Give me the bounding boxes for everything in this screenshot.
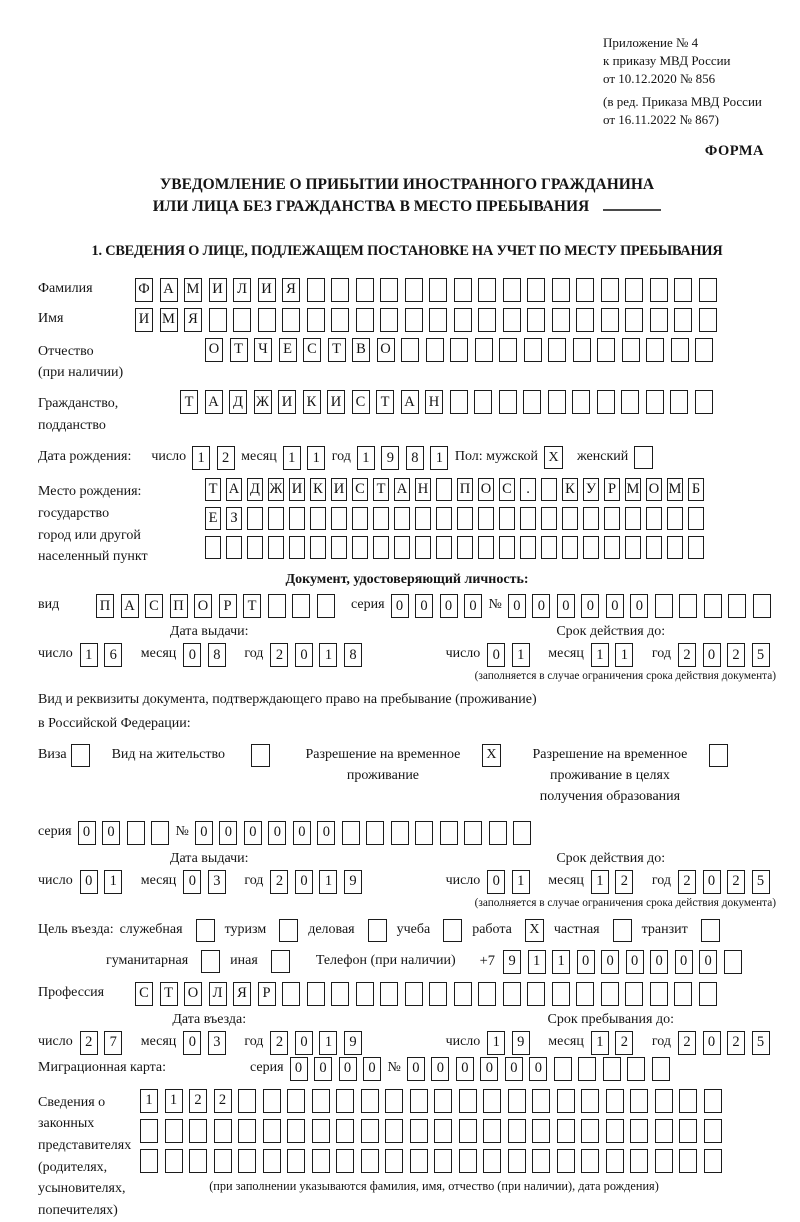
- guardians-note: (при заполнении указываются фамилия, имя, отчество (при наличии), дата рождения): [209, 1178, 659, 1193]
- day-label: число: [445, 646, 481, 662]
- number-label: №: [488, 597, 502, 613]
- issue-date-heading: Дата выдачи:: [169, 624, 249, 640]
- stay-day-cells[interactable]: 1 9: [487, 1031, 536, 1055]
- purpose-transit-label: транзит: [641, 921, 688, 937]
- purpose-work-label: работа: [472, 921, 512, 937]
- issue-year-cells[interactable]: 2 0 1 8: [270, 643, 368, 667]
- doc-kind-label: вид: [38, 597, 60, 613]
- temp-residence-education-checkbox[interactable]: [709, 744, 728, 767]
- residence-doc-issue-col: [38, 851, 380, 909]
- gender-male-label: Пол: мужской: [454, 449, 539, 465]
- purpose-study-checkbox[interactable]: [443, 919, 462, 942]
- residence-series-cells[interactable]: 0 0: [78, 821, 176, 845]
- appendix-line: Приложение № 4: [603, 35, 699, 50]
- purpose-tourism-checkbox[interactable]: [279, 919, 298, 942]
- purpose-transit-checkbox[interactable]: [701, 919, 720, 942]
- form-title-line1: УВЕДОМЛЕНИЕ О ПРИБЫТИИ ИНОСТРАННОГО ГРАЖДАНИНА: [159, 175, 655, 193]
- identity-doc-issue-date: [38, 643, 380, 667]
- purpose-other-label: иная: [230, 952, 258, 968]
- day-label: число: [38, 872, 73, 888]
- identity-doc-expiry-col: [446, 624, 776, 682]
- profession-cells[interactable]: С Т О Л Я Р: [135, 982, 723, 1006]
- res-expiry-month-cells[interactable]: 1 2: [591, 870, 640, 894]
- phone-label: Телефон (при наличии): [315, 952, 456, 968]
- birthplace-cells-row2[interactable]: Е З: [205, 507, 709, 530]
- gender-female-checkbox[interactable]: [634, 446, 653, 469]
- day-label: число: [38, 1033, 73, 1049]
- doc-kind-cells[interactable]: П А С П О Р Т: [96, 594, 341, 618]
- residence-doc-intro-line1: Вид и реквизиты документа, подтверждающего право на пребывание (проживание): [38, 692, 537, 708]
- residence-doc-options: [38, 744, 776, 807]
- purpose-study-label: учеба: [396, 921, 431, 937]
- expiry-note: (заполняется в случае ограничения срока действия документа): [474, 670, 776, 683]
- guardians-label: Сведения о законных представителях (родителях, усыновителях, попечителях): [38, 1094, 132, 1219]
- appendix-line: от 10.12.2020 № 856: [603, 70, 716, 86]
- surname-row: [38, 278, 776, 302]
- res-expiry-day-cells[interactable]: 0 1: [487, 870, 536, 894]
- doc-number-cells[interactable]: 0 0 0 0 0 0: [508, 594, 778, 618]
- guardians-cells-row1[interactable]: 1 1 2 2: [140, 1089, 728, 1113]
- birthplace-label: Место рождения: государство город или другой населенный пункт: [38, 484, 148, 565]
- entry-date-group: [38, 1031, 380, 1055]
- patronymic-label: Отчество (при наличии): [38, 343, 124, 381]
- residence-doc-expiry-date: [446, 870, 776, 894]
- gender-male-checkbox[interactable]: X: [544, 446, 563, 469]
- residence-permit-option: Вид на жительство: [112, 744, 270, 767]
- birthplace-cells-row3[interactable]: [205, 536, 709, 559]
- gender-female-label: женский: [577, 449, 629, 465]
- patronymic-row: [38, 338, 776, 384]
- appendix-line: к приказу МВД России: [603, 52, 731, 68]
- legal-reference-block: [603, 34, 776, 129]
- residence-doc-dates: [38, 851, 776, 909]
- birth-year-cells[interactable]: 1 9 8 1: [357, 446, 455, 470]
- day-label: число: [38, 646, 73, 662]
- phone-block: [316, 950, 748, 974]
- residence-doc-issue-date: [38, 870, 380, 894]
- blank-underline: [603, 197, 661, 211]
- expiry-year-cells[interactable]: 2 0 2 5: [678, 643, 776, 667]
- firstname-label: Имя: [38, 310, 64, 326]
- purpose-business-checkbox[interactable]: [368, 919, 387, 942]
- surname-cells[interactable]: Ф А М И Л И Я: [135, 278, 723, 302]
- birth-month-cells[interactable]: 1 1: [283, 446, 332, 470]
- citizenship-row: [38, 390, 776, 436]
- patronymic-cells[interactable]: О Т Ч Е С Т В О: [205, 338, 720, 362]
- birthdate-row: [38, 446, 776, 470]
- series-label: серия: [351, 597, 385, 613]
- issue-date-heading: Дата выдачи:: [169, 850, 249, 866]
- entry-purpose-row: [38, 919, 776, 942]
- year-label: год: [651, 646, 671, 662]
- migration-card-label: Миграционная карта:: [38, 1059, 167, 1075]
- citizenship-label: Гражданство, подданство: [38, 396, 119, 433]
- year-label: год: [331, 449, 351, 465]
- year-label: год: [244, 1033, 264, 1049]
- purpose-private-checkbox[interactable]: [613, 919, 632, 942]
- residence-doc-intro: [38, 688, 776, 736]
- citizenship-cells[interactable]: Т А Д Ж И К И С Т А Н: [180, 390, 719, 414]
- purpose-business-label: деловая: [308, 921, 355, 937]
- month-label: месяц: [140, 1033, 177, 1049]
- stay-until-heading: Срок пребывания до:: [547, 1011, 674, 1027]
- year-label: год: [651, 872, 671, 888]
- month-label: месяц: [241, 449, 277, 465]
- day-label: число: [445, 872, 481, 888]
- expiry-day-cells[interactable]: 0 1: [487, 643, 536, 667]
- entry-month-cells[interactable]: 0 3: [183, 1031, 232, 1055]
- purpose-official-label: служебная: [119, 921, 183, 937]
- res-issue-day-cells[interactable]: 0 1: [80, 870, 129, 894]
- purpose-humanitarian-checkbox[interactable]: [201, 950, 220, 973]
- month-label: месяц: [140, 872, 177, 888]
- profession-row: [38, 982, 776, 1006]
- stay-until-group: [446, 1031, 776, 1055]
- guardians-cells-row3[interactable]: [140, 1149, 728, 1173]
- purpose-label: Цель въезда:: [38, 921, 114, 937]
- birthdate-label: Дата рождения:: [38, 449, 132, 465]
- temp-residence-option: Разрешение на временное проживание X: [294, 744, 501, 786]
- identity-doc-issue-col: [38, 624, 380, 682]
- form-title-line2: ИЛИ ЛИЦА БЕЗ ГРАЖДАНСТВА В МЕСТО ПРЕБЫВАНИЯ: [38, 196, 776, 218]
- visa-checkbox[interactable]: [71, 744, 90, 767]
- purpose-tourism-label: туризм: [224, 921, 267, 937]
- visa-option: Виза: [38, 744, 90, 767]
- number-label: №: [175, 823, 189, 839]
- form-title: [38, 174, 776, 219]
- entry-year-cells[interactable]: 2 0 1 9: [270, 1031, 368, 1055]
- forma-label: ФОРМА: [704, 142, 764, 159]
- issue-month-cells[interactable]: 0 8: [183, 643, 232, 667]
- expiry-note: (заполняется в случае ограничения срока действия документа): [474, 896, 776, 909]
- migration-number-cells[interactable]: 0 0 0 0 0 0: [407, 1057, 677, 1081]
- year-label: год: [244, 646, 264, 662]
- temp-residence-education-option: Разрешение на временное проживание в целях получения образования: [521, 744, 728, 807]
- surname-label: Фамилия: [38, 280, 93, 296]
- residence-permit-checkbox[interactable]: [251, 744, 270, 767]
- stay-year-cells[interactable]: 2 0 2 5: [678, 1031, 776, 1055]
- year-label: год: [244, 872, 264, 888]
- day-label: число: [151, 449, 187, 465]
- residence-doc-series-row: [38, 821, 776, 845]
- revision-line: от 16.11.2022 № 867): [603, 111, 720, 127]
- birthplace-row: [38, 478, 776, 568]
- entry-date-col: [38, 1012, 380, 1055]
- phone-prefix: +7: [479, 952, 496, 969]
- stay-month-cells[interactable]: 1 2: [591, 1031, 640, 1055]
- entry-day-cells[interactable]: 2 7: [80, 1031, 129, 1055]
- revision-line: (в ред. Приказа МВД России: [603, 93, 762, 109]
- identity-doc-row: [38, 594, 776, 618]
- purpose-humanitarian-label: гуманитарная: [106, 952, 189, 968]
- res-issue-month-cells[interactable]: 0 3: [183, 870, 232, 894]
- series-label: серия: [38, 823, 72, 839]
- purpose-other-checkbox[interactable]: [271, 950, 290, 973]
- migration-series-cells[interactable]: 0 0 0 0: [290, 1057, 388, 1081]
- guardians-cells-block: [140, 1089, 728, 1194]
- expiry-month-cells[interactable]: 1 1: [591, 643, 640, 667]
- series-label: серия: [250, 1059, 284, 1075]
- stay-until-col: [446, 1012, 776, 1055]
- guardians-cells-row2[interactable]: [140, 1119, 728, 1143]
- purpose-work-checkbox[interactable]: X: [525, 919, 544, 942]
- entry-dates: [38, 1012, 776, 1055]
- firstname-row: [38, 308, 776, 332]
- birthplace-cells-row1[interactable]: Т А Д Ж И К И С Т А Н П О С . К У Р М О М Б: [205, 478, 709, 501]
- birthplace-cells-block: [205, 478, 709, 565]
- year-label: год: [651, 1033, 671, 1049]
- phone-cells[interactable]: 9 1 1 0 0 0 0 0 0: [503, 950, 748, 974]
- guardians-section: [38, 1089, 776, 1222]
- month-label: месяц: [140, 646, 177, 662]
- temp-residence-checkbox[interactable]: X: [482, 744, 501, 767]
- residence-number-cells[interactable]: 0 0 0 0 0 0: [195, 821, 538, 845]
- res-issue-year-cells[interactable]: 2 0 1 9: [270, 870, 368, 894]
- profession-label: Профессия: [38, 984, 105, 1000]
- purpose-official-checkbox[interactable]: [196, 919, 215, 942]
- month-label: месяц: [548, 1033, 584, 1049]
- month-label: месяц: [548, 872, 584, 888]
- birth-day-cells[interactable]: 1 2: [192, 446, 241, 470]
- residence-doc-intro-line2: в Российской Федерации:: [38, 715, 191, 731]
- firstname-cells[interactable]: И М Я: [135, 308, 723, 332]
- identity-doc-expiry-date: [446, 643, 776, 667]
- section1-heading: 1. СВЕДЕНИЯ О ЛИЦЕ, ПОДЛЕЖАЩЕМ ПОСТАНОВКЕ НА УЧЕТ ПО МЕСТУ ПРЕБЫВАНИЯ: [91, 242, 723, 259]
- day-label: число: [445, 1033, 481, 1049]
- expiry-date-heading: Срок действия до:: [556, 624, 666, 640]
- entry-date-heading: Дата въезда:: [172, 1011, 247, 1027]
- number-label: №: [387, 1059, 401, 1075]
- identity-doc-dates: [38, 624, 776, 682]
- residence-doc-expiry-col: [446, 851, 776, 909]
- entry-purpose-row2: [106, 950, 776, 974]
- identity-doc-heading: Документ, удостоверяющий личность:: [285, 572, 529, 588]
- purpose-private-label: частная: [553, 921, 600, 937]
- migration-card-row: [38, 1057, 776, 1081]
- month-label: месяц: [548, 646, 584, 662]
- expiry-date-heading: Срок действия до:: [556, 850, 666, 866]
- issue-day-cells[interactable]: 1 6: [80, 643, 129, 667]
- res-expiry-year-cells[interactable]: 2 0 2 5: [678, 870, 776, 894]
- doc-series-cells[interactable]: 0 0 0 0: [391, 594, 489, 618]
